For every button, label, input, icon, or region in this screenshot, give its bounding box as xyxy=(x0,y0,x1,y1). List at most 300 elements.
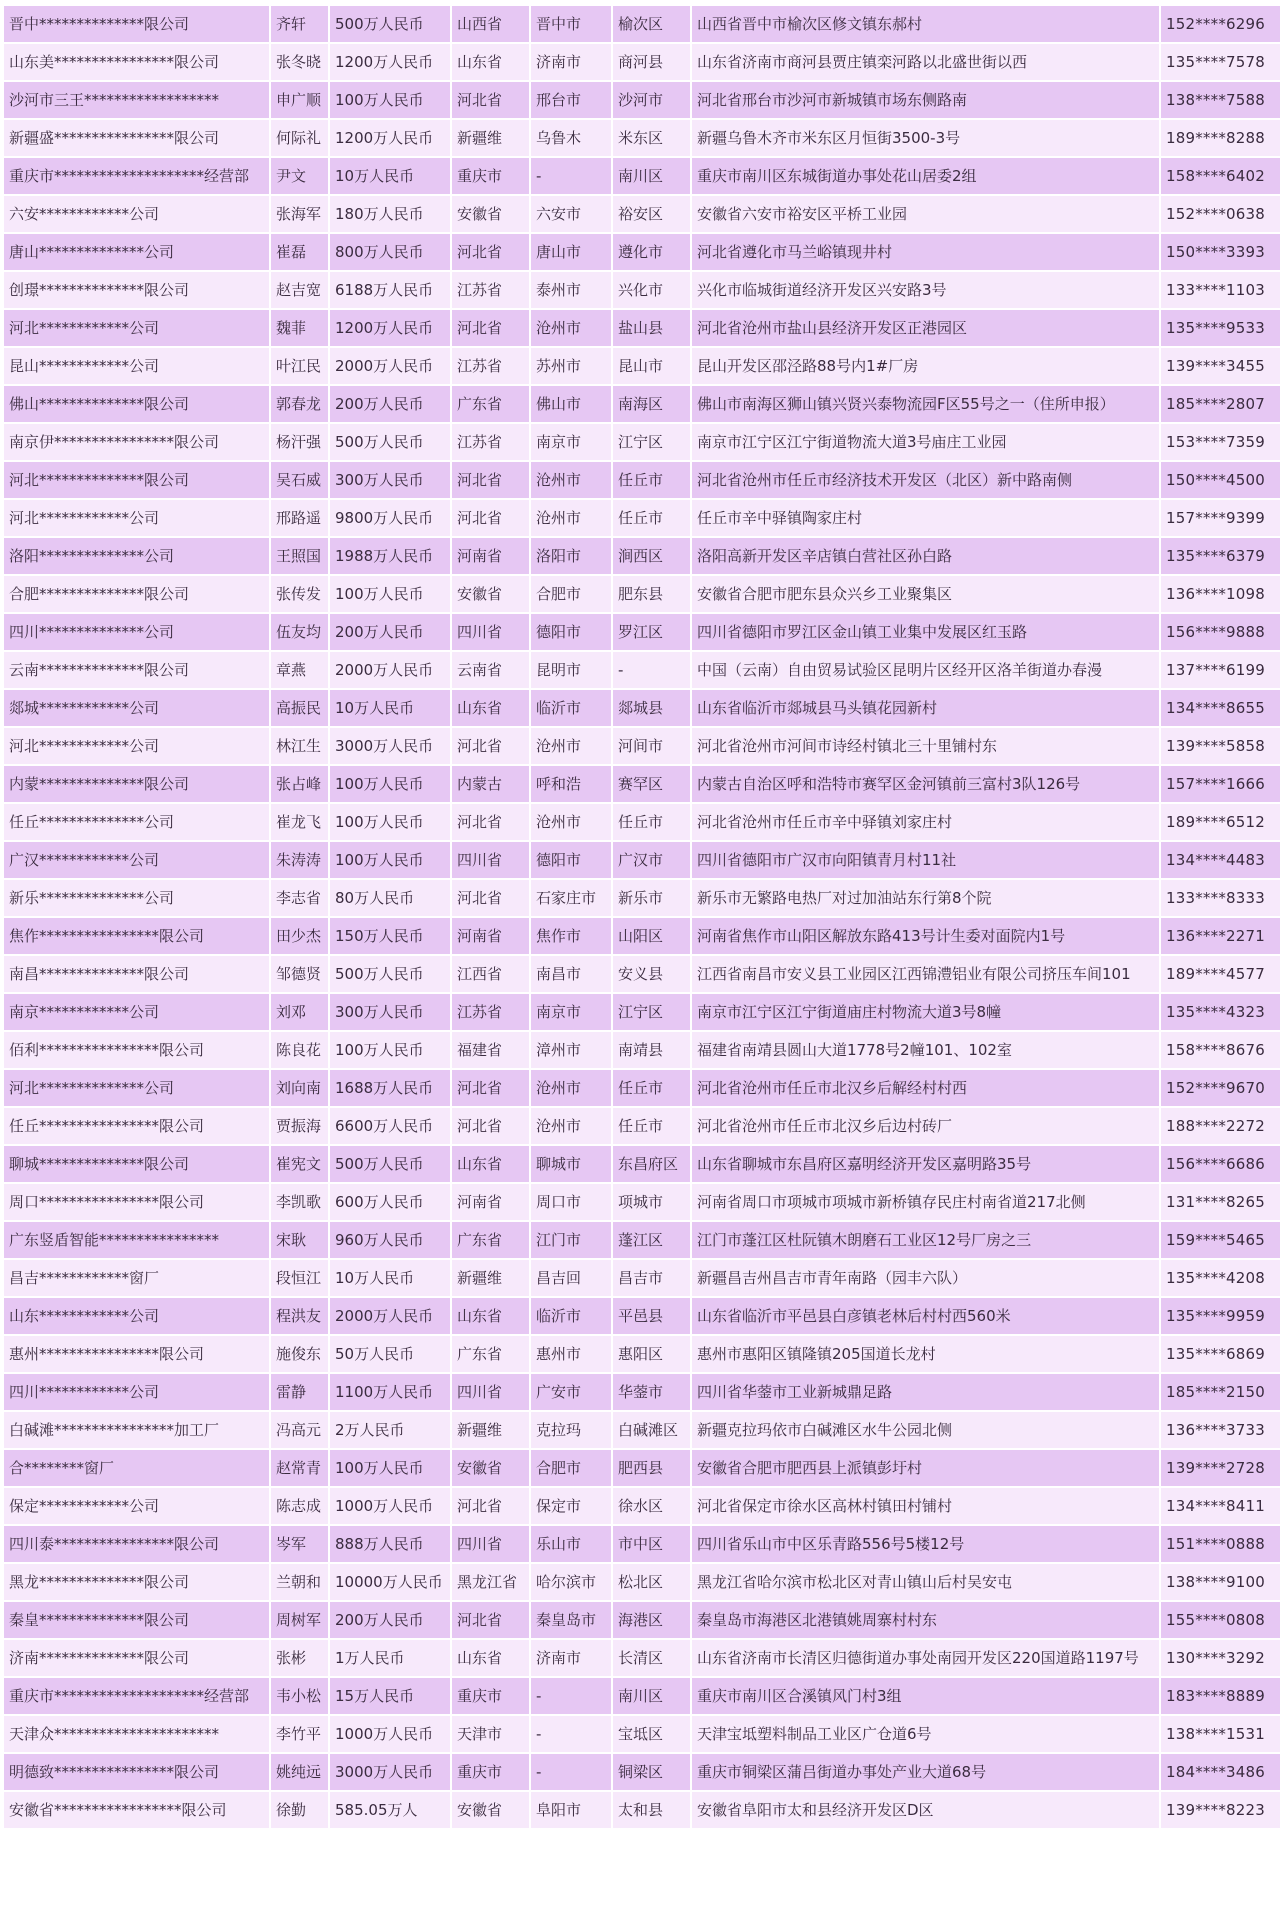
table-row xyxy=(4,1336,1280,1372)
cell-legal-rep: 尹文 xyxy=(271,158,328,194)
cell-city: 呼和浩 xyxy=(531,766,611,802)
cell-company: 南京************公司 xyxy=(4,994,269,1030)
cell-capital: 150万人民币 xyxy=(330,918,450,954)
table-row xyxy=(4,44,1280,80)
cell-company: 合肥**************限公司 xyxy=(4,576,269,612)
cell-phone: 185****2807 xyxy=(1161,386,1280,422)
cell-province: 四川省 xyxy=(452,614,529,650)
cell-address: 新疆克拉玛依市白碱滩区水牛公园北侧 xyxy=(692,1412,1159,1448)
cell-phone: 158****6402 xyxy=(1161,158,1280,194)
table-row xyxy=(4,1032,1280,1068)
cell-legal-rep: 兰朝和 xyxy=(271,1564,328,1600)
cell-company: 焦作****************限公司 xyxy=(4,918,269,954)
cell-company: 昌吉************窗厂 xyxy=(4,1260,269,1296)
cell-legal-rep: 高振民 xyxy=(271,690,328,726)
table-row xyxy=(4,424,1280,460)
cell-address: 山东省临沂市平邑县白彦镇老林后村村西560米 xyxy=(692,1298,1159,1334)
cell-legal-rep: 张冬晓 xyxy=(271,44,328,80)
cell-company: 明德致****************限公司 xyxy=(4,1754,269,1790)
cell-company: 周口****************限公司 xyxy=(4,1184,269,1220)
cell-legal-rep: 李志省 xyxy=(271,880,328,916)
cell-legal-rep: 章燕 xyxy=(271,652,328,688)
cell-city: 苏州市 xyxy=(531,348,611,384)
table-row xyxy=(4,1754,1280,1790)
cell-address: 秦皇岛市海港区北港镇姚周寨村村东 xyxy=(692,1602,1159,1638)
cell-phone: 135****4208 xyxy=(1161,1260,1280,1296)
cell-province: 四川省 xyxy=(452,1526,529,1562)
cell-city: 六安市 xyxy=(531,196,611,232)
cell-province: 福建省 xyxy=(452,1032,529,1068)
cell-phone: 131****8265 xyxy=(1161,1184,1280,1220)
cell-capital: 80万人民币 xyxy=(330,880,450,916)
cell-legal-rep: 李竹平 xyxy=(271,1716,328,1752)
cell-address: 江西省南昌市安义县工业园区江西锦澧铝业有限公司挤压车间101 xyxy=(692,956,1159,992)
cell-province: 河南省 xyxy=(452,538,529,574)
cell-company: 重庆市********************经营部 xyxy=(4,1678,269,1714)
cell-legal-rep: 杨汗强 xyxy=(271,424,328,460)
cell-address: 兴化市临城街道经济开发区兴安路3号 xyxy=(692,272,1159,308)
cell-province: 河北省 xyxy=(452,1108,529,1144)
cell-district: 任丘市 xyxy=(613,1070,690,1106)
cell-province: 安徽省 xyxy=(452,576,529,612)
cell-phone: 183****8889 xyxy=(1161,1678,1280,1714)
cell-address: 洛阳高新开发区辛店镇白营社区孙白路 xyxy=(692,538,1159,574)
cell-province: 河北省 xyxy=(452,234,529,270)
cell-district: 任丘市 xyxy=(613,804,690,840)
table-row xyxy=(4,500,1280,536)
cell-province: 河北省 xyxy=(452,82,529,118)
cell-city: 焦作市 xyxy=(531,918,611,954)
cell-address: 河北省沧州市河间市诗经村镇北三十里铺村东 xyxy=(692,728,1159,764)
cell-capital: 50万人民币 xyxy=(330,1336,450,1372)
table-row xyxy=(4,310,1280,346)
table-row xyxy=(4,1488,1280,1524)
cell-city: 唐山市 xyxy=(531,234,611,270)
cell-legal-rep: 程洪友 xyxy=(271,1298,328,1334)
cell-city: 沧州市 xyxy=(531,1108,611,1144)
cell-capital: 100万人民币 xyxy=(330,576,450,612)
cell-district: 惠阳区 xyxy=(613,1336,690,1372)
table-row xyxy=(4,6,1280,42)
cell-province: 河北省 xyxy=(452,728,529,764)
cell-company: 四川**************公司 xyxy=(4,614,269,650)
cell-legal-rep: 段恒江 xyxy=(271,1260,328,1296)
cell-city: 乌鲁木 xyxy=(531,120,611,156)
cell-district: 郯城县 xyxy=(613,690,690,726)
cell-capital: 2000万人民币 xyxy=(330,348,450,384)
cell-capital: 200万人民币 xyxy=(330,1602,450,1638)
cell-legal-rep: 陈良花 xyxy=(271,1032,328,1068)
cell-company: 白碱滩****************加工厂 xyxy=(4,1412,269,1448)
cell-capital: 15万人民币 xyxy=(330,1678,450,1714)
table-row xyxy=(4,120,1280,156)
cell-legal-rep: 张海军 xyxy=(271,196,328,232)
cell-phone: 189****6512 xyxy=(1161,804,1280,840)
cell-legal-rep: 赵吉宽 xyxy=(271,272,328,308)
cell-phone: 159****5465 xyxy=(1161,1222,1280,1258)
cell-address: 安徽省六安市裕安区平桥工业园 xyxy=(692,196,1159,232)
table-row xyxy=(4,158,1280,194)
cell-city: - xyxy=(531,1716,611,1752)
cell-phone: 138****9100 xyxy=(1161,1564,1280,1600)
cell-province: 河北省 xyxy=(452,1070,529,1106)
cell-address: 河北省邢台市沙河市新城镇市场东侧路南 xyxy=(692,82,1159,118)
table-row xyxy=(4,918,1280,954)
cell-legal-rep: 宋耿 xyxy=(271,1222,328,1258)
table-row xyxy=(4,348,1280,384)
cell-district: 山阳区 xyxy=(613,918,690,954)
cell-legal-rep: 何际礼 xyxy=(271,120,328,156)
cell-district: 裕安区 xyxy=(613,196,690,232)
cell-phone: 156****9888 xyxy=(1161,614,1280,650)
table-row xyxy=(4,652,1280,688)
cell-address: 福建省南靖县圆山大道1778号2幢101、102室 xyxy=(692,1032,1159,1068)
table-row xyxy=(4,842,1280,878)
cell-capital: 6600万人民币 xyxy=(330,1108,450,1144)
cell-city: 广安市 xyxy=(531,1374,611,1410)
cell-company: 云南**************限公司 xyxy=(4,652,269,688)
cell-capital: 3000万人民币 xyxy=(330,1754,450,1790)
cell-company: 南昌**************限公司 xyxy=(4,956,269,992)
cell-legal-rep: 崔磊 xyxy=(271,234,328,270)
cell-company: 佛山**************限公司 xyxy=(4,386,269,422)
cell-city: 石家庄市 xyxy=(531,880,611,916)
cell-province: 新疆维 xyxy=(452,1260,529,1296)
cell-legal-rep: 贾振海 xyxy=(271,1108,328,1144)
cell-company: 昆山************公司 xyxy=(4,348,269,384)
cell-phone: 185****2150 xyxy=(1161,1374,1280,1410)
cell-district: 任丘市 xyxy=(613,1108,690,1144)
cell-company: 南京伊****************限公司 xyxy=(4,424,269,460)
table-body xyxy=(4,6,1280,1828)
cell-district: 涧西区 xyxy=(613,538,690,574)
cell-company: 佰利****************限公司 xyxy=(4,1032,269,1068)
cell-capital: 100万人民币 xyxy=(330,804,450,840)
cell-district: 肥西县 xyxy=(613,1450,690,1486)
cell-capital: 2000万人民币 xyxy=(330,1298,450,1334)
cell-phone: 189****4577 xyxy=(1161,956,1280,992)
table-row xyxy=(4,1716,1280,1752)
cell-phone: 134****4483 xyxy=(1161,842,1280,878)
cell-capital: 10000万人民币 xyxy=(330,1564,450,1600)
cell-province: 河北省 xyxy=(452,1602,529,1638)
table-row xyxy=(4,1412,1280,1448)
cell-company: 河北************公司 xyxy=(4,728,269,764)
cell-phone: 153****7359 xyxy=(1161,424,1280,460)
cell-phone: 155****0808 xyxy=(1161,1602,1280,1638)
table-row xyxy=(4,1374,1280,1410)
cell-address: 新疆乌鲁木齐市米东区月恒街3500-3号 xyxy=(692,120,1159,156)
cell-address: 河北省保定市徐水区高林村镇田村铺村 xyxy=(692,1488,1159,1524)
cell-capital: 1000万人民币 xyxy=(330,1716,450,1752)
cell-province: 广东省 xyxy=(452,1336,529,1372)
cell-phone: 135****6379 xyxy=(1161,538,1280,574)
cell-capital: 1万人民币 xyxy=(330,1640,450,1676)
cell-address: 黑龙江省哈尔滨市松北区对青山镇山后村吴安屯 xyxy=(692,1564,1159,1600)
cell-address: 惠州市惠阳区镇隆镇205国道长龙村 xyxy=(692,1336,1159,1372)
cell-capital: 9800万人民币 xyxy=(330,500,450,536)
cell-phone: 138****7588 xyxy=(1161,82,1280,118)
cell-company: 保定************公司 xyxy=(4,1488,269,1524)
cell-phone: 150****4500 xyxy=(1161,462,1280,498)
cell-city: 沧州市 xyxy=(531,728,611,764)
company-table xyxy=(2,4,1280,1830)
cell-company: 河北**************公司 xyxy=(4,1070,269,1106)
cell-legal-rep: 雷静 xyxy=(271,1374,328,1410)
cell-capital: 200万人民币 xyxy=(330,386,450,422)
cell-province: 江苏省 xyxy=(452,272,529,308)
cell-capital: 500万人民币 xyxy=(330,956,450,992)
cell-province: 河北省 xyxy=(452,804,529,840)
table-row xyxy=(4,576,1280,612)
cell-district: 江宁区 xyxy=(613,994,690,1030)
cell-company: 河北**************限公司 xyxy=(4,462,269,498)
cell-legal-rep: 李凯歌 xyxy=(271,1184,328,1220)
cell-district: 白碱滩区 xyxy=(613,1412,690,1448)
cell-legal-rep: 崔龙飞 xyxy=(271,804,328,840)
cell-capital: 1200万人民币 xyxy=(330,120,450,156)
cell-province: 内蒙古 xyxy=(452,766,529,802)
cell-address: 河北省沧州市盐山县经济开发区正港园区 xyxy=(692,310,1159,346)
cell-province: 安徽省 xyxy=(452,196,529,232)
cell-capital: 6188万人民币 xyxy=(330,272,450,308)
cell-phone: 135****9533 xyxy=(1161,310,1280,346)
cell-city: 德阳市 xyxy=(531,842,611,878)
cell-city: - xyxy=(531,158,611,194)
table-row xyxy=(4,386,1280,422)
cell-legal-rep: 伍友均 xyxy=(271,614,328,650)
cell-company: 新乐**************公司 xyxy=(4,880,269,916)
cell-province: 河南省 xyxy=(452,1184,529,1220)
cell-address: 河南省周口市项城市项城市新桥镇存民庄村南省道217北侧 xyxy=(692,1184,1159,1220)
cell-province: 广东省 xyxy=(452,1222,529,1258)
table-row xyxy=(4,1222,1280,1258)
cell-legal-rep: 陈志成 xyxy=(271,1488,328,1524)
cell-province: 河北省 xyxy=(452,462,529,498)
cell-capital: 10万人民币 xyxy=(330,1260,450,1296)
cell-address: 安徽省合肥市肥东县众兴乡工业聚集区 xyxy=(692,576,1159,612)
cell-phone: 135****4323 xyxy=(1161,994,1280,1030)
cell-address: 安徽省阜阳市太和县经济开发区D区 xyxy=(692,1792,1159,1828)
cell-province: 江西省 xyxy=(452,956,529,992)
table-row xyxy=(4,462,1280,498)
cell-city: 邢台市 xyxy=(531,82,611,118)
cell-company: 任丘****************限公司 xyxy=(4,1108,269,1144)
cell-province: 山东省 xyxy=(452,690,529,726)
cell-city: 昌吉回 xyxy=(531,1260,611,1296)
cell-address: 山东省济南市商河县贾庄镇栾河路以北盛世街以西 xyxy=(692,44,1159,80)
cell-city: 阜阳市 xyxy=(531,1792,611,1828)
cell-legal-rep: 吴石威 xyxy=(271,462,328,498)
cell-phone: 133****1103 xyxy=(1161,272,1280,308)
cell-address: 四川省乐山市中区乐青路556号5楼12号 xyxy=(692,1526,1159,1562)
cell-province: 广东省 xyxy=(452,386,529,422)
cell-company: 六安************公司 xyxy=(4,196,269,232)
cell-district: 南靖县 xyxy=(613,1032,690,1068)
cell-province: 重庆市 xyxy=(452,1754,529,1790)
cell-district: 安义县 xyxy=(613,956,690,992)
cell-city: 周口市 xyxy=(531,1184,611,1220)
table-row xyxy=(4,804,1280,840)
cell-phone: 139****8223 xyxy=(1161,1792,1280,1828)
cell-company: 惠州****************限公司 xyxy=(4,1336,269,1372)
cell-company: 郯城************公司 xyxy=(4,690,269,726)
cell-district: 南川区 xyxy=(613,158,690,194)
cell-district: 市中区 xyxy=(613,1526,690,1562)
cell-legal-rep: 王照国 xyxy=(271,538,328,574)
table-row xyxy=(4,728,1280,764)
table-row xyxy=(4,1526,1280,1562)
cell-phone: 150****3393 xyxy=(1161,234,1280,270)
table-row xyxy=(4,1450,1280,1486)
cell-city: 济南市 xyxy=(531,44,611,80)
cell-province: 江苏省 xyxy=(452,348,529,384)
cell-city: 临沂市 xyxy=(531,1298,611,1334)
cell-phone: 138****1531 xyxy=(1161,1716,1280,1752)
cell-capital: 100万人民币 xyxy=(330,1032,450,1068)
cell-district: 江宁区 xyxy=(613,424,690,460)
cell-company: 秦皇**************限公司 xyxy=(4,1602,269,1638)
cell-phone: 157****1666 xyxy=(1161,766,1280,802)
cell-city: 哈尔滨市 xyxy=(531,1564,611,1600)
cell-address: 新疆昌吉州昌吉市青年南路（园丰六队） xyxy=(692,1260,1159,1296)
cell-phone: 133****8333 xyxy=(1161,880,1280,916)
cell-phone: 157****9399 xyxy=(1161,500,1280,536)
cell-phone: 189****8288 xyxy=(1161,120,1280,156)
cell-district: 徐水区 xyxy=(613,1488,690,1524)
cell-province: 四川省 xyxy=(452,842,529,878)
table-row xyxy=(4,1298,1280,1334)
cell-capital: 960万人民币 xyxy=(330,1222,450,1258)
cell-capital: 100万人民币 xyxy=(330,1450,450,1486)
cell-province: 河北省 xyxy=(452,1488,529,1524)
cell-province: 河南省 xyxy=(452,918,529,954)
table-row xyxy=(4,1602,1280,1638)
cell-company: 广东竖盾智能**************** xyxy=(4,1222,269,1258)
cell-legal-rep: 张彬 xyxy=(271,1640,328,1676)
cell-phone: 139****2728 xyxy=(1161,1450,1280,1486)
cell-province: 河北省 xyxy=(452,310,529,346)
cell-city: 沧州市 xyxy=(531,804,611,840)
table-row xyxy=(4,82,1280,118)
cell-city: 合肥市 xyxy=(531,576,611,612)
cell-legal-rep: 申广顺 xyxy=(271,82,328,118)
cell-phone: 134****8411 xyxy=(1161,1488,1280,1524)
cell-phone: 130****3292 xyxy=(1161,1640,1280,1676)
cell-address: 山东省聊城市东昌府区嘉明经济开发区嘉明路35号 xyxy=(692,1146,1159,1182)
cell-company: 济南**************限公司 xyxy=(4,1640,269,1676)
cell-company: 山东************公司 xyxy=(4,1298,269,1334)
cell-city: 临沂市 xyxy=(531,690,611,726)
cell-city: 聊城市 xyxy=(531,1146,611,1182)
table-row xyxy=(4,196,1280,232)
cell-city: 秦皇岛市 xyxy=(531,1602,611,1638)
cell-capital: 500万人民币 xyxy=(330,424,450,460)
cell-city: 惠州市 xyxy=(531,1336,611,1372)
cell-district: 商河县 xyxy=(613,44,690,80)
cell-province: 河北省 xyxy=(452,500,529,536)
table-row xyxy=(4,272,1280,308)
cell-capital: 2000万人民币 xyxy=(330,652,450,688)
cell-district: 长清区 xyxy=(613,1640,690,1676)
cell-district: 新乐市 xyxy=(613,880,690,916)
cell-phone: 135****7578 xyxy=(1161,44,1280,80)
cell-legal-rep: 韦小松 xyxy=(271,1678,328,1714)
cell-district: 东昌府区 xyxy=(613,1146,690,1182)
cell-capital: 2万人民币 xyxy=(330,1412,450,1448)
table-row xyxy=(4,880,1280,916)
cell-company: 山东美****************限公司 xyxy=(4,44,269,80)
cell-province: 黑龙江省 xyxy=(452,1564,529,1600)
cell-city: 沧州市 xyxy=(531,310,611,346)
cell-phone: 151****0888 xyxy=(1161,1526,1280,1562)
cell-province: 山东省 xyxy=(452,1640,529,1676)
cell-district: 铜梁区 xyxy=(613,1754,690,1790)
cell-district: - xyxy=(613,652,690,688)
cell-legal-rep: 徐勤 xyxy=(271,1792,328,1828)
cell-phone: 188****2272 xyxy=(1161,1108,1280,1144)
cell-legal-rep: 魏菲 xyxy=(271,310,328,346)
cell-city: 德阳市 xyxy=(531,614,611,650)
cell-capital: 10万人民币 xyxy=(330,690,450,726)
cell-capital: 500万人民币 xyxy=(330,6,450,42)
cell-district: 南川区 xyxy=(613,1678,690,1714)
cell-capital: 1000万人民币 xyxy=(330,1488,450,1524)
cell-district: 沙河市 xyxy=(613,82,690,118)
cell-legal-rep: 邢路遥 xyxy=(271,500,328,536)
cell-city: - xyxy=(531,1754,611,1790)
cell-company: 四川************公司 xyxy=(4,1374,269,1410)
cell-city: 乐山市 xyxy=(531,1526,611,1562)
cell-district: 宝坻区 xyxy=(613,1716,690,1752)
cell-legal-rep: 赵常青 xyxy=(271,1450,328,1486)
cell-legal-rep: 姚纯远 xyxy=(271,1754,328,1790)
cell-city: 晋中市 xyxy=(531,6,611,42)
cell-address: 四川省德阳市广汉市向阳镇青月村11社 xyxy=(692,842,1159,878)
table-row xyxy=(4,1184,1280,1220)
cell-province: 安徽省 xyxy=(452,1450,529,1486)
cell-capital: 100万人民币 xyxy=(330,766,450,802)
cell-province: 江苏省 xyxy=(452,994,529,1030)
cell-company: 洛阳**************公司 xyxy=(4,538,269,574)
cell-legal-rep: 齐轩 xyxy=(271,6,328,42)
table-row xyxy=(4,1260,1280,1296)
cell-district: 华蓥市 xyxy=(613,1374,690,1410)
cell-legal-rep: 郭春龙 xyxy=(271,386,328,422)
cell-capital: 180万人民币 xyxy=(330,196,450,232)
cell-company: 内蒙**************限公司 xyxy=(4,766,269,802)
cell-address: 河北省遵化市马兰峪镇现井村 xyxy=(692,234,1159,270)
cell-district: 蓬江区 xyxy=(613,1222,690,1258)
cell-city: 克拉玛 xyxy=(531,1412,611,1448)
cell-capital: 10万人民币 xyxy=(330,158,450,194)
cell-province: 天津市 xyxy=(452,1716,529,1752)
cell-address: 山西省晋中市榆次区修文镇东郝村 xyxy=(692,6,1159,42)
cell-capital: 1988万人民币 xyxy=(330,538,450,574)
cell-district: 太和县 xyxy=(613,1792,690,1828)
cell-district: 项城市 xyxy=(613,1184,690,1220)
cell-district: 米东区 xyxy=(613,120,690,156)
cell-city: 洛阳市 xyxy=(531,538,611,574)
cell-district: 肥东县 xyxy=(613,576,690,612)
cell-company: 安徽省*****************限公司 xyxy=(4,1792,269,1828)
cell-address: 四川省德阳市罗江区金山镇工业集中发展区红玉路 xyxy=(692,614,1159,650)
cell-city: 泰州市 xyxy=(531,272,611,308)
cell-company: 重庆市********************经营部 xyxy=(4,158,269,194)
cell-company: 四川泰****************限公司 xyxy=(4,1526,269,1562)
cell-province: 山东省 xyxy=(452,44,529,80)
cell-address: 内蒙古自治区呼和浩特市赛罕区金河镇前三富村3队126号 xyxy=(692,766,1159,802)
